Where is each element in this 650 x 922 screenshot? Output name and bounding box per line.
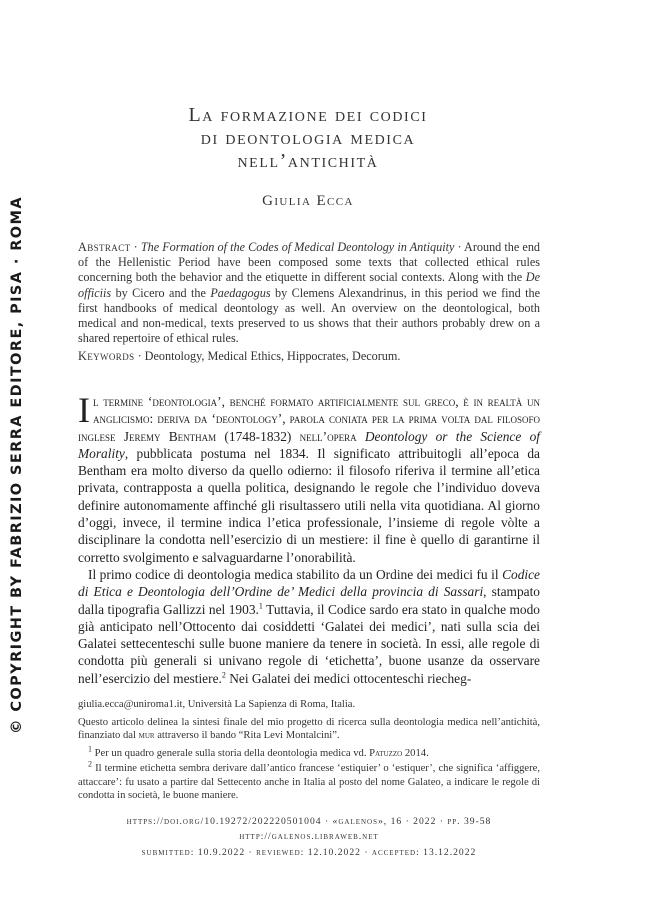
footnotes: [78, 698, 540, 804]
paragraph-1-text-a: l termine ‘deontologia’, benché formato artificialmente sul greco, è in realtà un anglicismo: deriva da ‘deontology’, parola coniata per la prima volta dal filosofo inglese Jeremy Bentham (1748-1832) nell’opera: [78, 394, 540, 444]
copyright-text: © COPYRIGHT BY FABRIZIO SERRA EDITORE, PISA · ROMA: [9, 196, 25, 734]
abstract-english-title: The Formation of the Codes of Medical Deontology in Antiquity: [140, 240, 455, 254]
title-line-2: di deontologia medica: [200, 127, 416, 149]
footnote-2-text: Il termine etichetta sembra derivare dall’antico francese ‘estiquier’ o ‘estiquer’, che significa ‘affiggere, attaccare’: fu usato a partire dal Settecento anche in Italia al posto del nome Galateo, a indicare le regole di condotta in società, le buone maniere.: [78, 762, 540, 802]
submission-dates: submitted: 10.9.2022 · reviewed: 12.10.2022 · accepted: 13.12.2022: [141, 846, 477, 858]
abstract-label: Abstract: [78, 240, 131, 254]
paragraph-2-text-b: , stampato dalla tipografia Gallizzi nel 1903.: [78, 584, 541, 617]
title-line-1: La formazione dei codici: [188, 104, 428, 126]
abstract-text-2: by Cicero and the: [111, 285, 211, 300]
paragraph-2: [78, 566, 540, 687]
footnote-2: [78, 759, 540, 803]
abstract-text-3: by Clemens Alexandrinus, in this period we find the first handbooks of medical deontology as well. An overview on the deontological, both medical and non-medical, texts preserved to us shows that their authors probably drew on a shared repertoire of ethical rules.: [78, 285, 540, 346]
doi-line[interactable]: https://doi.org/10.19272/202220501004 · «galenos», 16 · 2022 · pp. 39-58: [126, 816, 492, 827]
copyright-notice: [4, 196, 30, 734]
abstract-work-2: Paedagogus: [210, 285, 271, 300]
abstract-text-1: · Around the end of the Hellenistic Period have been composed some texts that collected ethical rules concerning both the behavior and the etiquette in different social contexts. Along with the: [78, 240, 541, 285]
title-line-3: nell’antichità: [237, 150, 379, 172]
footnote-1-number: 1: [88, 744, 92, 754]
paragraph-2-text-d: Nei Galatei dei medici ottocenteschi riecheg-: [225, 670, 472, 686]
abstract-separator: ·: [130, 240, 141, 254]
drop-cap: I: [78, 390, 90, 430]
footnote-1-text: Per un quadro generale sulla storia della deontologia medica vd.: [92, 748, 370, 760]
journal-url[interactable]: http://galenos.libraweb.net: [239, 831, 379, 843]
paragraph-1-work: Deontology or the Science of Morality: [78, 428, 540, 461]
affiliation-note: giulia.ecca@uniroma1.it, Università La Sapienza di Roma, Italia.: [78, 699, 356, 710]
keywords: [78, 349, 540, 364]
funding-text-b: attraverso il bando “Rita Levi Montalcini”.: [154, 730, 340, 742]
paragraph-2-text-c: Tuttavia, il Codice sardo era stato in qualche modo già anticipato nell’Ottocento dai cosiddetti ‘Galatei dei medici’, nati sulla scia dei Galatei settecenteschi sulle buone maniere da tenere in società. In essi, alle regole di condotta più generali si univano regole di ‘etichetta’, buone usanze da osservare nell’esercizio del mestiere.: [78, 601, 541, 686]
paragraph-2-work: Codice di Etica e Deontologia dell’Ordine de’ Medici della provincia di Sassari: [78, 566, 540, 600]
funding-text-a: Questo articolo delinea la sintesi finale del mio progetto di ricerca sulla deontologia medica nell’antichità, finanziato dal: [78, 716, 540, 742]
footnote-2-number: 2: [88, 759, 92, 769]
paragraph-1-text-b: , pubblicata postuma nel 1834. Il significato attribuitogli all’epoca da Bentham era molto diverso da quello odierno: il filosofo riferiva il termine all’etica privata, contrapposta a quella politica, designando le regole che l’individuo doveva definire autonomamente affinché gli risultassero utili nella vita quotidiana. Al giorno d’oggi, invece, il termine indica l’etica professionale, l’insieme di regole vòlte a disciplinare la condotta nell’esercizio di un mestiere: il fine è quello di garantirne il corretto svolgimento e salvaguardarne l’onorabilità.: [78, 445, 540, 565]
article-title: [78, 104, 538, 173]
paragraph-2-text-a: Il primo codice di deontologia medica stabilito da un Ordine dei medici fu il: [88, 566, 503, 582]
keywords-label: Keywords: [78, 349, 135, 363]
body-text: [78, 390, 541, 687]
funding-note: [78, 716, 540, 743]
page-footer: [78, 814, 540, 860]
abstract: [78, 240, 540, 346]
footnote-ref-1[interactable]: 1: [258, 601, 263, 611]
keywords-text: · Deontology, Medical Ethics, Hippocrates, Decorum.: [134, 349, 401, 363]
footnote-1-year: 2014.: [402, 748, 429, 760]
footnote-1-citation: Patuzzo: [369, 748, 403, 760]
footnote-1: [78, 744, 540, 761]
author-name: Giulia Ecca: [262, 193, 354, 209]
funding-mur: mur: [138, 730, 155, 742]
footnote-ref-2[interactable]: 2: [221, 670, 226, 680]
abstract-work-1: De officiis: [78, 270, 540, 300]
paragraph-1: [78, 390, 540, 566]
